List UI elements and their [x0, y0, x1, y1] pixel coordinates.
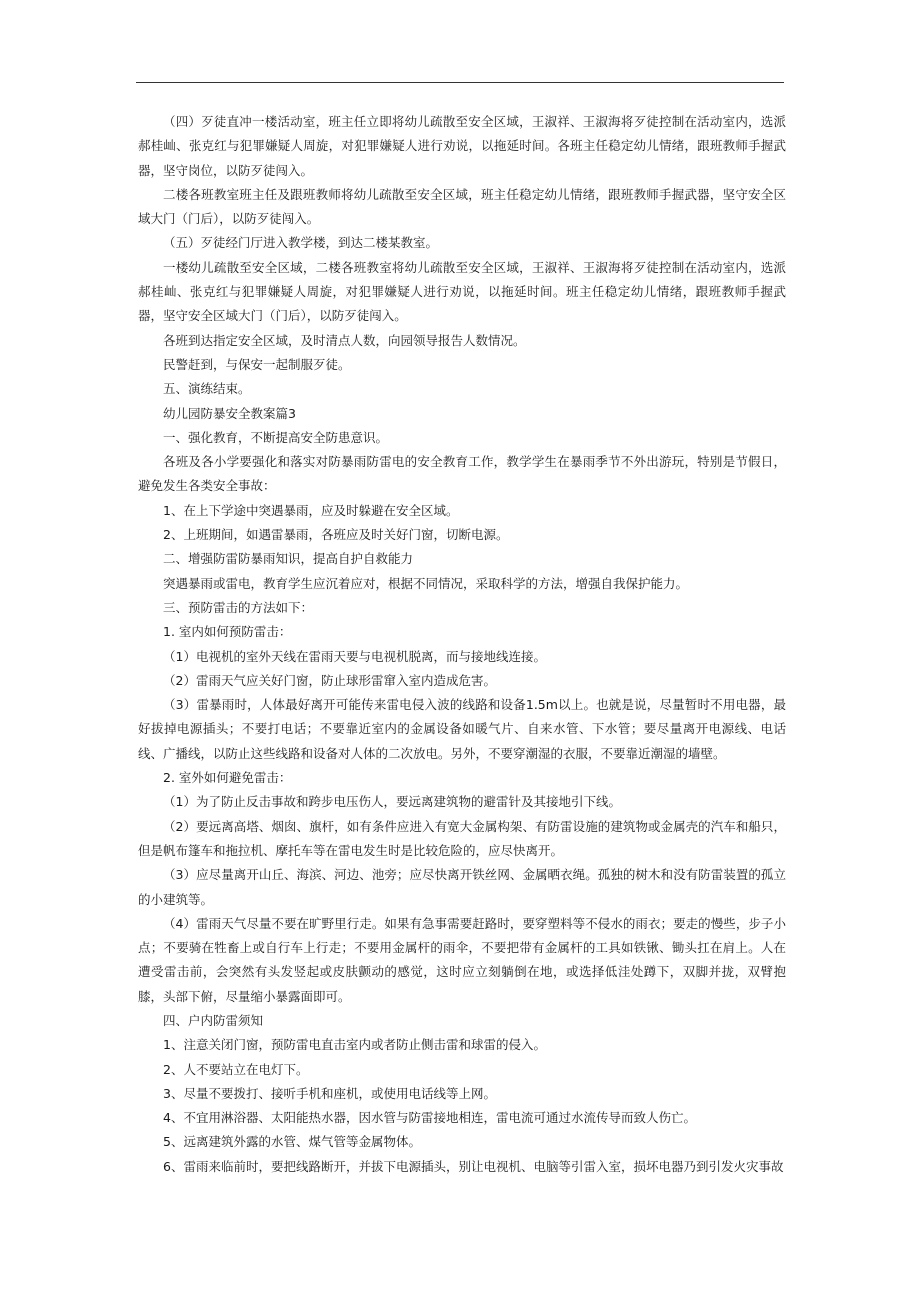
section-heading: 一、强化教育，不断提高安全防患意识。 [163, 429, 389, 445]
section-heading: 五、演练结束。 [163, 381, 251, 397]
list-item: （1）为了防止反击事故和跨步电压伤人，要远离建筑物的避雷针及其接地引下线。 [163, 794, 621, 810]
paragraph: 突遇暴雨或雷电，教育学生应沉着应对，根据不同情况，采取科学的方法，增强自我保护能力。 [163, 575, 689, 591]
header-rule [136, 82, 784, 83]
paragraph: 民警赶到，与保安一起制服歹徒。 [163, 356, 351, 372]
list-item: 6、雷雨来临前时，要把线路断开，并拔下电源插头，别让电视机、电脑等引雷入室，损坏电器乃到引发火灾事故 [163, 1158, 784, 1174]
list-item: （2）雷雨天气应关好门窗，防止球形雷窜入室内造成危害。 [163, 672, 496, 688]
list-item: 4、不宜用淋浴器、太阳能热水器，因水管与防雷接地相连，雷电流可通过水流传导而致人伤亡。 [163, 1110, 696, 1126]
list-item: （3）应尽量离开山丘、海滨、河边、池旁；应尽快离开铁丝网、金属晒衣绳。孤独的树木和没有防雷装置的孤立的小建筑等。 [138, 867, 786, 907]
paragraph: （四）歹徒直冲一楼活动室，班主任立即将幼儿疏散至安全区域，王淑祥、王淑海将歹徒控制在活动室内，选派郝桂屾、张克红与犯罪嫌疑人周旋，对犯罪嫌疑人进行劝说，以拖延时间。各班主任稳定幼儿情绪，跟班教师手握武器，坚守岗位，以防歹徒闯入。 [138, 114, 786, 178]
document-body [138, 110, 786, 1179]
list-item: 3、尽量不要拨打、接听手机和座机，或使用电话线等上网。 [163, 1085, 496, 1101]
list-item: （4）雷雨天气尽量不要在旷野里行走。如果有急事需要赶路时，要穿塑料等不侵水的雨衣；要走的慢些，步子小点；不要骑在牲畜上或自行车上行走；不要用金属杆的雨伞，不要把带有金属杆的工具如铁锹、锄头扛在肩上。人在遭受雷击前，会突然有头发竖起或皮肤颤动的感觉，这时应立刻躺倒在地，或选择低洼处蹲下，双脚并拢，双臂抱膝，头部下俯，尽量缩小暴露面即可。 [138, 915, 786, 1004]
list-item: 2、上班期间，如遇雷暴雨，各班应及时关好门窗，切断电源。 [163, 527, 509, 543]
paragraph: 各班到达指定安全区域，及时清点人数，向园领导报告人数情况。 [163, 332, 526, 348]
list-item: （3）雷暴雨时，人体最好离开可能传来雷电侵入波的线路和设备1.5m以上。也就是说，尽量暂时不用电器，最好拔掉电源插头；不要打电话；不要靠近室内的金属设备如暖气片、自来水管、下水管；要尽量离开电源线、电话线、广播线，以防止这些线路和设备对人体的二次放电。另外，不要穿潮湿的衣服，不要靠近潮湿的墙壁。 [138, 697, 786, 761]
paragraph: 各班及各小学要强化和落实对防暴雨防雷电的安全教育工作，教学学生在暴雨季节不外出游玩，特别是节假日，避免发生各类安全事故： [138, 454, 786, 494]
subsection-heading: 1. 室内如何预防雷击： [163, 624, 292, 640]
list-item: 2、人不要站立在电灯下。 [163, 1061, 309, 1077]
paragraph: 一楼幼儿疏散至安全区域，二楼各班教室将幼儿疏散至安全区域，王淑祥、王淑海将歹徒控制在活动室内，选派郝桂屾、张克红与犯罪嫌疑人周旋，对犯罪嫌疑人进行劝说，以拖延时间。班主任稳定幼儿情绪，跟班教师手握武器，坚守安全区域大门（门后），以防歹徒闯入。 [138, 259, 786, 324]
list-item: 5、远离建筑外露的水管、煤气管等金属物体。 [163, 1134, 421, 1150]
document-title: 幼儿园防暴安全教案篇3 [163, 405, 296, 421]
list-item: （1）电视机的室外天线在雷雨天要与电视机脱离，而与接地线连接。 [163, 648, 546, 664]
section-heading: 二、增强防雷防暴雨知识，提高自护自救能力 [163, 551, 414, 567]
paragraph: 二楼各班教室班主任及跟班教师将幼儿疏散至安全区域，班主任稳定幼儿情绪，跟班教师手握武器，坚守安全区域大门（门后），以防歹徒闯入。 [138, 186, 786, 227]
list-item: （2）要远离高塔、烟囱、旗杆，如有条件应进入有宽大金属构架、有防雷设施的建筑物或金属壳的汽车和船只，但是帆布篷车和拖拉机、摩托车等在雷电发生时是比较危险的，应尽快离开。 [138, 818, 786, 858]
section-heading: 四、户内防雷须知 [163, 1012, 264, 1028]
subsection-heading: 2. 室外如何避免雷击： [163, 770, 292, 786]
section-heading: 三、预防雷击的方法如下： [163, 599, 314, 615]
paragraph: （五）歹徒经门厅进入教学楼，到达二楼某教室。 [163, 235, 439, 251]
list-item: 1、注意关闭门窗，预防雷电直击室内或者防止侧击雷和球雷的侵入。 [163, 1037, 546, 1053]
list-item: 1、在上下学途中突遇暴雨，应及时躲避在安全区域。 [163, 502, 459, 518]
